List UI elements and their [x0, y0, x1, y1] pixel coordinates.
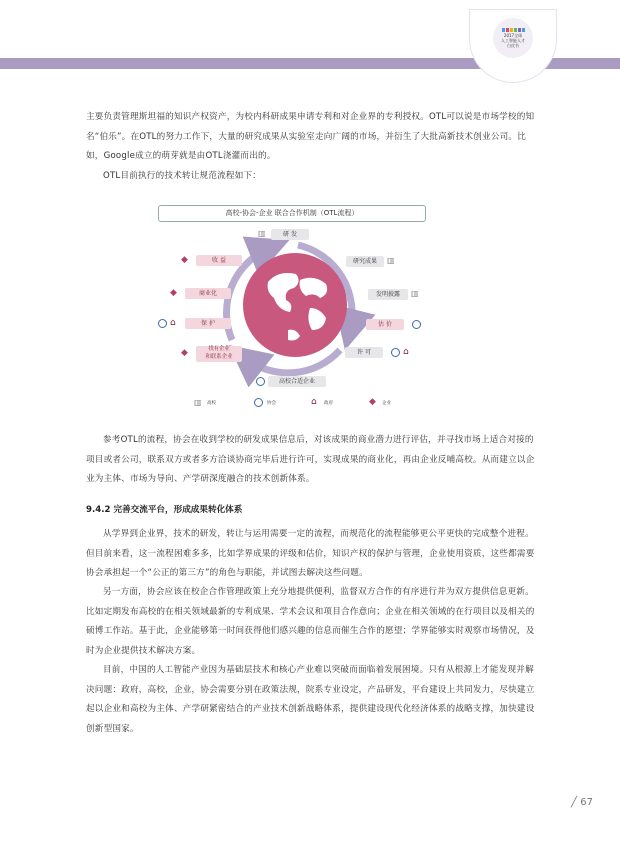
label-revenue: 收 益 — [196, 255, 242, 266]
badge-bars — [502, 28, 525, 32]
label-find-partners — [196, 346, 242, 362]
label-valuation: 估 价 — [366, 319, 404, 330]
label-find-partners-line-1: 找有企业 — [208, 346, 230, 352]
badge-line-3: 白皮书 — [507, 43, 519, 48]
legend-government: 政府 — [324, 401, 333, 406]
badge-line-1: 2017全球 — [503, 33, 523, 38]
enterprise-icon: ◆ — [181, 255, 188, 265]
legend-association: 协会 — [267, 401, 276, 406]
label-invention-disclosure: 发明披露 — [368, 289, 408, 300]
paragraph-otl-process-intro: OTL目前执行的技术转让规范流程如下： — [103, 171, 262, 181]
label-negotiation: 高校合适企业 — [268, 376, 326, 387]
government-icon: ⌂ — [403, 347, 409, 357]
label-research: 研 发 — [271, 229, 309, 240]
page-number — [571, 797, 593, 808]
enterprise-icon: ◆ — [170, 288, 177, 298]
university-icon: ▥ — [411, 289, 419, 298]
paragraph-otl-intro: 主要负责管理斯坦福的知识产权资产，为校内科研成果申请专利和对企业界的专利授权。OTL可以说是市场学校的知名“伯乐”。在OTL的努力工作下，大量的研究成果从实验室走向广阔的市场，并衍生了大批高新技术创业公司。比如，Google成立的萌芽就是由OTL浇灌而出的。 — [86, 112, 535, 161]
legend-government-icon: ⌂ — [311, 397, 317, 407]
globe — [243, 253, 347, 357]
university-icon: ▥ — [387, 256, 395, 265]
government-icon: ⌂ — [170, 318, 176, 328]
legend-university: 高校 — [207, 401, 216, 406]
diagram-title: 高校-协会-企业 联合合作机制（OTL流程） — [158, 205, 426, 222]
label-protection: 保 护 — [185, 318, 231, 329]
section-title: 9.4.2 完善交流平台，形成成果转化体系 — [86, 505, 243, 515]
otl-flow-diagram — [150, 200, 440, 416]
page-number-value: 67 — [580, 797, 593, 808]
label-research-results: 研究成果 — [346, 256, 384, 267]
association-icon — [158, 319, 167, 328]
legend-enterprise-icon: ◆ — [369, 397, 376, 407]
legend-association-icon — [254, 398, 263, 407]
university-icon: ▥ — [258, 229, 266, 238]
page-number-slash: ╱ — [571, 797, 581, 808]
association-icon — [391, 348, 400, 357]
enterprise-icon: ◆ — [181, 348, 188, 358]
legend-university-icon: ▥ — [194, 398, 202, 407]
paragraph-standard-process: 从学界到企业界，技术的研发，转让与运用需要一定的流程，而规范化的流程能够更公平更快的完成整个进程。但目前来看，这一流程困难多多，比如学界成果的评级和估价，知识产权的保护与管理，企业使用资质，这些都需要协会承担起一个“公正的第三方”的角色与职能，并试图去解决这些问题。 — [86, 529, 535, 578]
label-license: 许 可 — [345, 347, 383, 358]
paragraph-association-process: 参考OTL的流程，协会在收到学校的研发成果信息后，对该成果的商业潜力进行评估，并寻找市场上适合对接的项目或者公司，联系双方或者多方洽谈协商完毕后进行许可，实现成果的商业化，再由企业反哺高校。从而建立以企业为主体、市场为导向、产学研深度融合的技术创新体系。 — [86, 435, 535, 484]
paragraph-policy-support: 另一方面，协会应该在校企合作管理政策上充分地提供便利，监督双方合作的有序进行并为双方提供信息更新。比如定期发布高校的在相关领域最新的专利成果、学术会议和项目合作意向；企业在相关领域的在行项目以及相关的硕博工作站。基于此，企业能够第一时间获得他们感兴趣的信息而催生合作的愿望；学界能够实时观察市场情况，及时为企业提供技术解决方案。 — [86, 587, 535, 656]
association-icon — [256, 377, 265, 386]
legend-enterprise: 企业 — [382, 401, 391, 406]
report-badge-logo — [493, 18, 533, 58]
paragraph-china-ai-industry: 目前，中国的人工智能产业因为基础层技术和核心产业难以突破而面临着发展困境。只有从根源上才能发现并解决问题：政府，高校，企业，协会需要分别在政策法规，院系专业设定，产品研发，平台建设上共同发力，尽快建立起以企业和高校为主体、产学研紧密结合的产业技术创新战略体系，提供建设现代化经济体系的战略支撑，加快建设创新型国家。 — [86, 665, 535, 734]
label-find-partners-line-2: 和联系企业 — [205, 353, 233, 360]
association-icon — [412, 320, 421, 329]
badge-line-2: 人工智能人才 — [501, 38, 525, 43]
label-commercialization: 商业化 — [185, 288, 231, 299]
